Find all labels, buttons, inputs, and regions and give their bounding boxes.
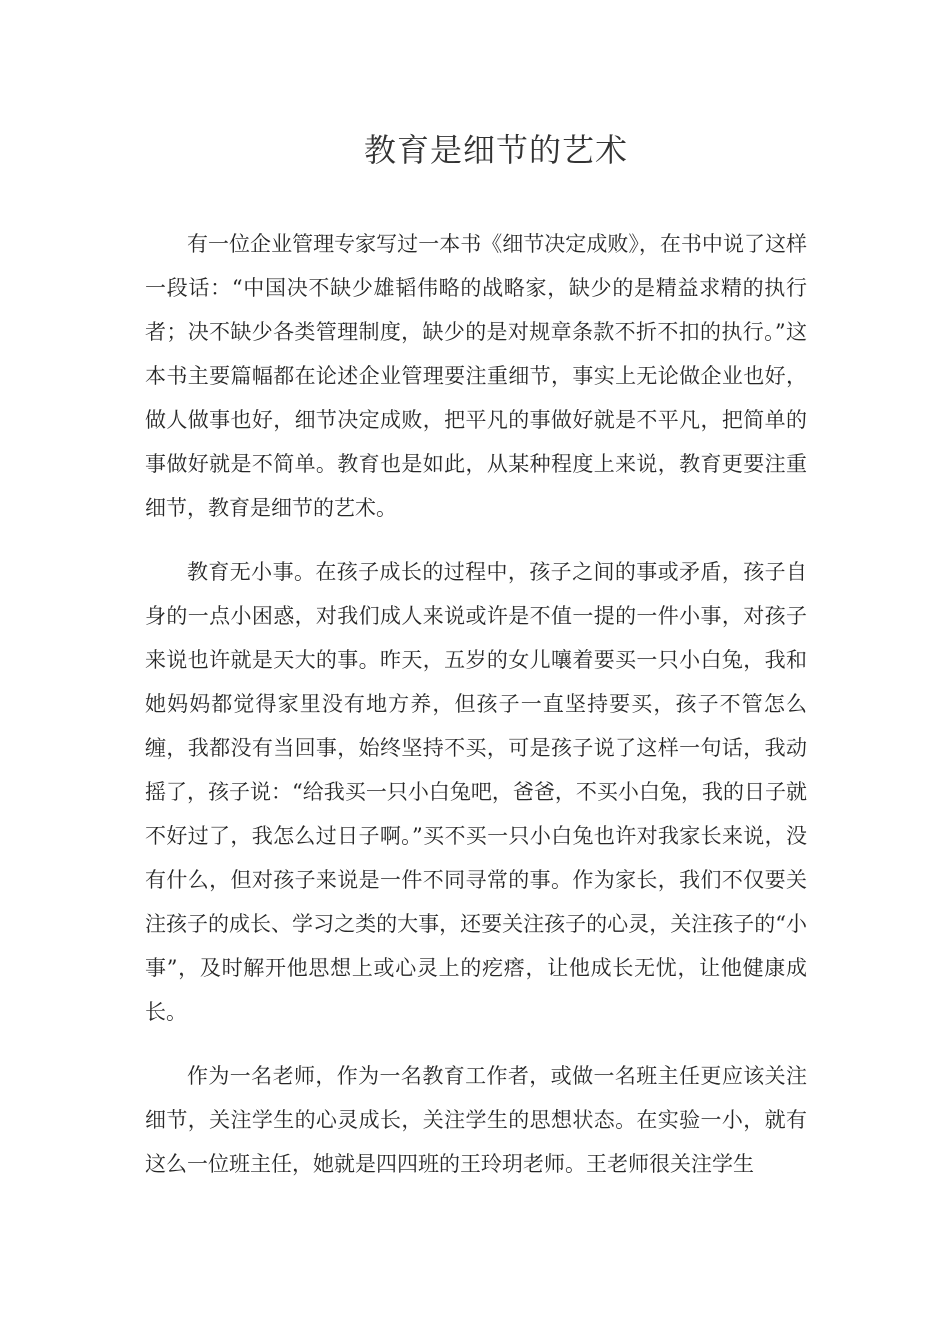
document-title: 教育是细节的艺术 — [363, 131, 628, 169]
document-body — [145, 222, 807, 1206]
paragraph-2: 教育无小事。在孩子成长的过程中，孩子之间的事或矛盾，孩子自身的一点小困惑，对我们成人来说或许是不值一提的一件小事，对孩子来说也许就是天大的事。昨天，五岁的女儿嚷着要买一只小白兔，我和她妈妈都觉得家里没有地方养，但孩子一直坚持要买，孩子不管怎么缠，我都没有当回事，始终坚持不买，可是孩子说了这样一句话，我动摇了，孩子说：“给我买一只小白兔吧，爸爸，不买小白兔，我的日子就不好过了，我怎么过日子啊。”买不买一只小白兔也许对我家长来说，没有什么，但对孩子来说是一件不同寻常的事。作为家长，我们不仅要关注孩子的成长、学习之类的大事，还要关注孩子的心灵，关注孩子的“小事”，及时解开他思想上或心灵上的疙瘩，让他成长无忧，让他健康成长。 — [145, 560, 807, 1024]
paragraph-1: 有一位企业管理专家写过一本书《细节决定成败》，在书中说了这样一段话：“中国决不缺少雄韬伟略的战略家，缺少的是精益求精的执行者；决不缺少各类管理制度，缺少的是对规章条款不折不扣的执行。”这本书主要篇幅都在论述企业管理要注重细节，事实上无论做企业也好，做人做事也好，细节决定成败，把平凡的事做好就是不平凡，把简单的事做好就是不简单。教育也是如此，从某种程度上来说，教育更要注重细节，教育是细节的艺术。 — [145, 232, 807, 520]
paragraph-3: 作为一名老师，作为一名教育工作者，或做一名班主任更应该关注细节，关注学生的心灵成长，关注学生的思想状态。在实验一小，就有这么一位班主任，她就是四四班的王玲玥老师。王老师很关注学生 — [145, 1064, 807, 1176]
